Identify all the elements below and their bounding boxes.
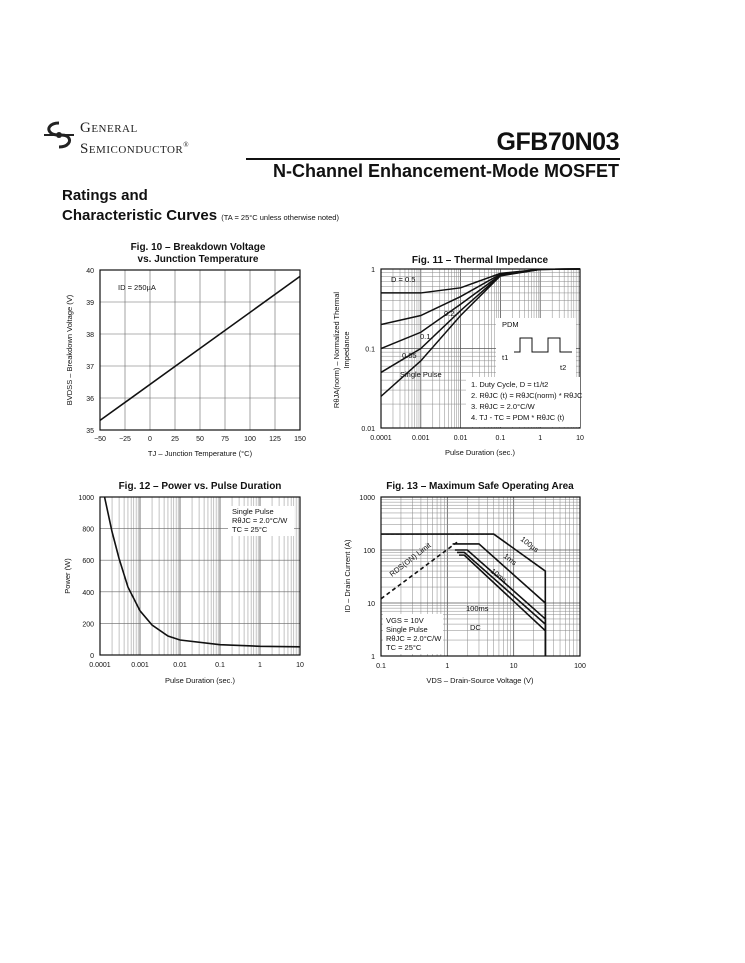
fig13-note-4: TC = 25°C xyxy=(386,643,422,652)
fig13-note-1: VGS = 10V xyxy=(386,616,424,625)
fig10-xtick-label: −50 xyxy=(94,436,106,443)
fig11-t1-label: t1 xyxy=(502,353,509,362)
fig12-chart xyxy=(63,481,304,685)
fig13-xtick-label: 0.1 xyxy=(376,663,386,670)
fig10-xtick-label: 150 xyxy=(294,436,306,443)
fig11-xtick-label: 1 xyxy=(538,435,543,442)
fig11-xlabel: Pulse Duration (sec.) xyxy=(444,448,516,457)
fig10-ytick-label: 40 xyxy=(86,268,94,275)
fig13-chart xyxy=(343,481,586,685)
page-subtitle: N-Channel Enhancement-Mode MOSFET xyxy=(272,161,619,181)
fig13-label-100us: 100µs xyxy=(518,534,541,555)
fig11-label-01: 0.1 xyxy=(420,332,431,341)
fig10-xtick-label: −25 xyxy=(119,436,131,443)
fig11-ylabel-line2: Impedance xyxy=(342,331,351,369)
fig11-ytick-label: 0.1 xyxy=(365,346,375,354)
fig10-chart xyxy=(65,242,306,458)
fig12-ytick-label: 0 xyxy=(90,653,94,660)
fig13-series-line-5 xyxy=(459,555,545,631)
fig11-label-02: 0.2 xyxy=(444,309,455,318)
fig10-ytick-label: 35 xyxy=(86,428,94,435)
fig13-ytick-label: 100 xyxy=(363,548,375,555)
fig10-xlabel: TJ – Junction Temperature (°C) xyxy=(147,449,253,458)
fig13-label-10ms: 10ms xyxy=(488,566,509,585)
fig12-ytick-label: 800 xyxy=(82,526,94,534)
fig12-ylabel: Power (W) xyxy=(63,558,72,594)
fig10-ytick-label: 39 xyxy=(86,300,94,307)
fig13-label-rdson: RDS(ON) Limit xyxy=(387,540,433,579)
fig11-note-3: 3. RθJC = 2.0°C/W xyxy=(471,402,535,411)
fig11-note-2: 2. RθJC (t) = RθJC(norm) * RθJC xyxy=(471,391,583,400)
fig12-ytick-label: 400 xyxy=(82,589,94,597)
fig12-xtick-label: 1 xyxy=(258,662,262,669)
fig10-ytick-label: 36 xyxy=(86,396,94,403)
fig13-note-3: RθJC = 2.0°C/W xyxy=(386,634,442,643)
fig11-ytick-label: 1 xyxy=(371,267,375,274)
fig11-xtick-label: 10 xyxy=(576,435,584,442)
fig13-xtick-label: 1 xyxy=(445,663,450,670)
fig11-pdm-label: PDM xyxy=(502,320,519,329)
fig12-xtick-label: 0.1 xyxy=(215,662,225,669)
fig10-ylabel: BVDSS – Breakdown Voltage (V) xyxy=(65,294,74,406)
section-title-line2: Characteristic Curves xyxy=(62,207,218,224)
fig12-xtick-label: 10 xyxy=(296,662,304,669)
fig10-ytick-label: 38 xyxy=(86,332,94,339)
fig13-note-2: Single Pulse xyxy=(386,625,428,634)
fig12-note-2: RθJC = 2.0°C/W xyxy=(232,516,288,525)
fig11-label-single: Single Pulse xyxy=(400,370,442,379)
fig12-xlabel: Pulse Duration (sec.) xyxy=(164,676,236,685)
fig11-note-4: 4. TJ - TC = PDM * RθJC (t) xyxy=(471,413,565,422)
fig12-ytick-label: 1000 xyxy=(78,495,94,502)
fig12-note-3: TC = 25°C xyxy=(232,525,268,534)
fig12-xtick-label: 0.001 xyxy=(131,662,149,669)
section-title-line1: Ratings and xyxy=(62,187,148,204)
fig13-xlabel: VDS – Drain-Source Voltage (V) xyxy=(426,676,534,685)
fig11-chart xyxy=(332,255,584,457)
fig11-xtick-label: 0.001 xyxy=(412,435,430,442)
fig12-xtick-label: 0.0001 xyxy=(89,662,111,669)
fig12-note-1: Single Pulse xyxy=(232,507,274,516)
fig11-label-d05: D = 0.5 xyxy=(391,275,416,284)
fig10-ytick-label: 37 xyxy=(86,364,94,371)
fig10-xtick-label: 125 xyxy=(269,436,281,443)
fig13-ytick-label: 1 xyxy=(371,654,375,661)
fig10-xtick-label: 25 xyxy=(171,436,179,443)
fig10-xtick-label: 75 xyxy=(221,436,229,443)
fig12-ytick-label: 200 xyxy=(82,621,94,629)
fig11-ytick-label: 0.01 xyxy=(361,426,375,433)
fig13-ytick-label: 1000 xyxy=(359,495,375,502)
fig12-title: Fig. 12 – Power vs. Pulse Duration xyxy=(118,481,282,492)
fig13-label-dc: DC xyxy=(470,623,481,632)
registered-mark: ® xyxy=(183,141,190,149)
fig11-ylabel-line1: RθJA(norm) – Normalized Thermal xyxy=(332,291,341,409)
fig10-xtick-label: 0 xyxy=(148,436,152,443)
logo-line2: Semiconductor xyxy=(80,141,184,157)
conditions-note: (TA = 25°C unless otherwise noted) xyxy=(221,213,339,222)
fig10-xtick-label: 50 xyxy=(196,436,204,443)
fig13-xtick-label: 10 xyxy=(509,663,518,670)
fig11-title: Fig. 11 – Thermal Impedance xyxy=(411,255,549,266)
fig10-title-line1: Fig. 10 – Breakdown Voltage xyxy=(130,242,266,253)
fig11-note-1: 1. Duty Cycle, D = t1/t2 xyxy=(471,380,549,389)
fig11-t2-label: t2 xyxy=(560,363,567,372)
fig12-ytick-label: 600 xyxy=(82,558,94,566)
fig13-ytick-label: 10 xyxy=(367,601,375,608)
part-number: GFB70N03 xyxy=(496,128,619,156)
fig13-label-100ms: 100ms xyxy=(466,604,489,613)
fig10-title-line2: vs. Junction Temperature xyxy=(137,254,259,265)
fig13-label-1ms: 1ms xyxy=(501,551,519,568)
fig11-xtick-label: 0.1 xyxy=(495,435,506,442)
fig11-xtick-label: 0.01 xyxy=(453,435,468,442)
logo-line1: General xyxy=(80,120,138,136)
fig11-xtick-label: 0.0001 xyxy=(370,435,392,442)
fig12-xtick-label: 0.01 xyxy=(173,662,187,669)
fig11-label-005: 0.05 xyxy=(402,351,417,360)
fig10-annotation: ID = 250µA xyxy=(118,283,156,292)
fig13-xtick-label: 100 xyxy=(574,663,586,670)
fig13-title: Fig. 13 – Maximum Safe Operating Area xyxy=(386,481,574,492)
fig10-xtick-label: 100 xyxy=(244,436,256,443)
fig13-ylabel: ID – Drain Current (A) xyxy=(343,539,352,613)
